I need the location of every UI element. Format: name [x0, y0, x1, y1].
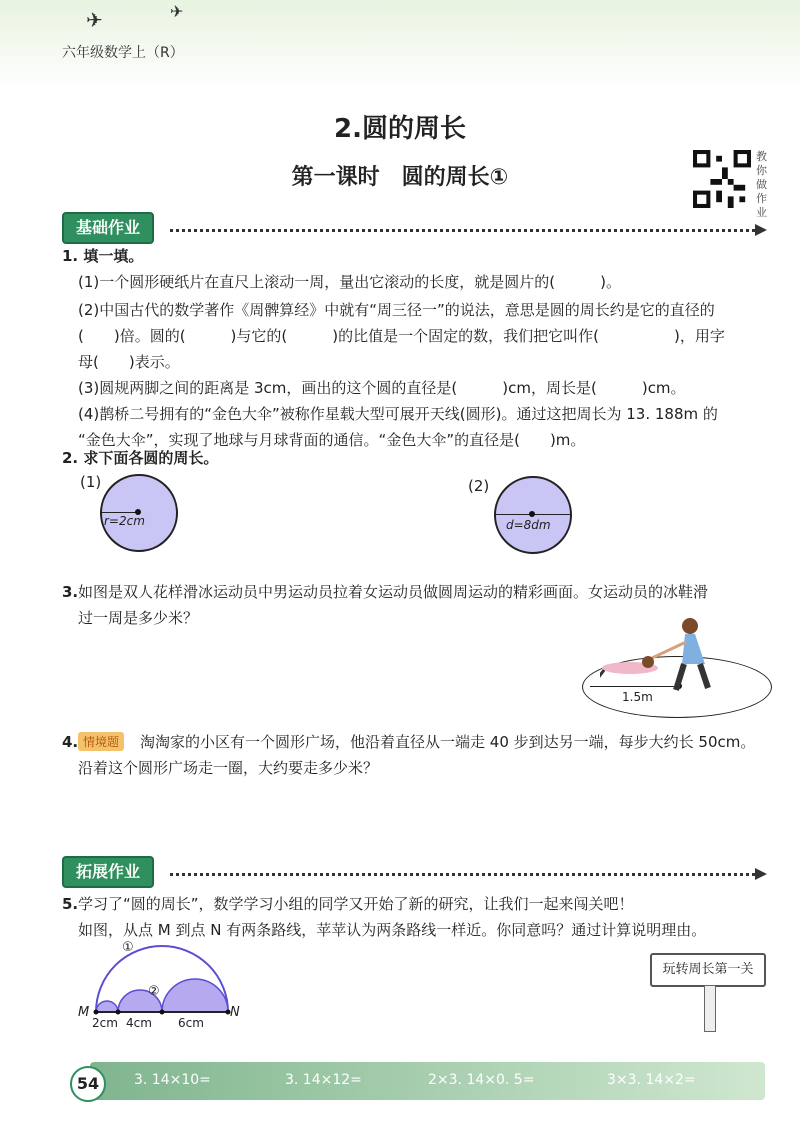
bird-icon: ✈	[170, 2, 184, 21]
circle-2-number: (2)	[468, 477, 490, 495]
question-5-label: 5.	[62, 895, 79, 913]
arrow-right-icon	[755, 868, 767, 880]
question-3-label: 3.	[62, 583, 79, 601]
circle-2-label: d=8dm	[506, 518, 551, 532]
question-5-line: 如图，从点 M 到点 N 有两条路线，苹苹认为两条路线一样近。你同意吗？通过计算说明理由。	[78, 921, 707, 939]
question-1-line: (4)鹊桥二号拥有的“金色大伞”被称作星载大型可展开天线(圆形)。通过这把周长为 13. 188m 的	[78, 405, 718, 423]
center-dot	[529, 511, 535, 517]
question-1-line: 母( )表示。	[78, 353, 180, 371]
question-1-line: ( )倍。圆的( )与它的( )的比值是一个固定的数，我们把它叫作( )，用字	[78, 327, 725, 345]
rink-radius-label: 1.5m	[622, 690, 653, 704]
sign-post	[704, 985, 716, 1032]
calc-item: 3. 14×12=	[285, 1072, 362, 1088]
question-5-line: 学习了“圆的周长”，数学学习小组的同学又开始了新的研究，让我们一起来闯关吧！	[78, 895, 634, 913]
question-1-line: (2)中国古代的数学著作《周髀算经》中就有“周三径一”的说法，意思是圆的周长约是它的直径的	[78, 301, 715, 319]
section-extend-tag: 拓展作业	[62, 856, 154, 888]
calc-item: 2×3. 14×0. 5=	[428, 1072, 535, 1088]
page-number: 54	[70, 1066, 106, 1102]
divider	[170, 229, 755, 232]
section-basic-tag: 基础作业	[62, 212, 154, 244]
arrow-right-icon	[755, 224, 767, 236]
skaters-illustration	[600, 614, 720, 694]
book-label: 六年级数学上（R）	[62, 45, 184, 61]
level-sign: 玩转周长第一关	[650, 953, 766, 987]
question-2-label: 2. 求下面各圆的周长。	[62, 449, 219, 467]
question-1-line: (1)一个圆形硬纸片在直尺上滚动一周，量出它滚动的长度，就是圆片的( )。	[78, 273, 621, 291]
qr-label: 教你做作业	[756, 150, 767, 219]
page-title: 2.圆的周长	[334, 114, 466, 144]
circle-1-label: r=2cm	[104, 514, 145, 528]
divider	[170, 873, 755, 876]
question-1-line: “金色大伞”，实现了地球与月球背面的通信。“金色大伞”的直径是( )m。	[78, 431, 586, 449]
calc-item: 3. 14×10=	[134, 1072, 211, 1088]
question-1-label: 1. 填一填。	[62, 247, 144, 265]
question-1-line: (3)圆规两脚之间的距离是 3cm，画出的这个圆的直径是( )cm，周长是( )cm。	[78, 379, 686, 397]
radius-line	[102, 512, 138, 513]
question-4-line: 沿着这个圆形广场走一圈，大约要走多少米？	[78, 759, 379, 777]
question-3-line: 过一周是多少米？	[78, 609, 199, 627]
point-m-label: M	[78, 1005, 90, 1020]
segment-label: 6cm	[178, 1016, 204, 1030]
route-1-label: ①	[122, 940, 134, 955]
circle-1-number: (1)	[80, 473, 102, 491]
qr-code-icon[interactable]	[693, 150, 751, 208]
segment-label: 4cm	[126, 1016, 152, 1030]
question-4-line: 淘淘家的小区有一个圆形广场，他沿着直径从一端走 40 步到达另一端，每步大约长 50cm。	[140, 733, 756, 751]
route-2-label: ②	[148, 984, 160, 999]
point-n-label: N	[230, 1005, 240, 1020]
segment-label: 2cm	[92, 1016, 118, 1030]
question-4-label: 4.	[62, 733, 79, 751]
lesson-subtitle: 第一课时 圆的周长①	[291, 165, 509, 190]
scenario-tag: 情境题	[78, 732, 124, 751]
question-3-line: 如图是双人花样滑冰运动员中男运动员拉着女运动员做圆周运动的精彩画面。女运动员的冰鞋滑	[78, 583, 709, 601]
bird-icon: ✈	[86, 8, 103, 32]
calc-item: 3×3. 14×2=	[607, 1072, 696, 1088]
